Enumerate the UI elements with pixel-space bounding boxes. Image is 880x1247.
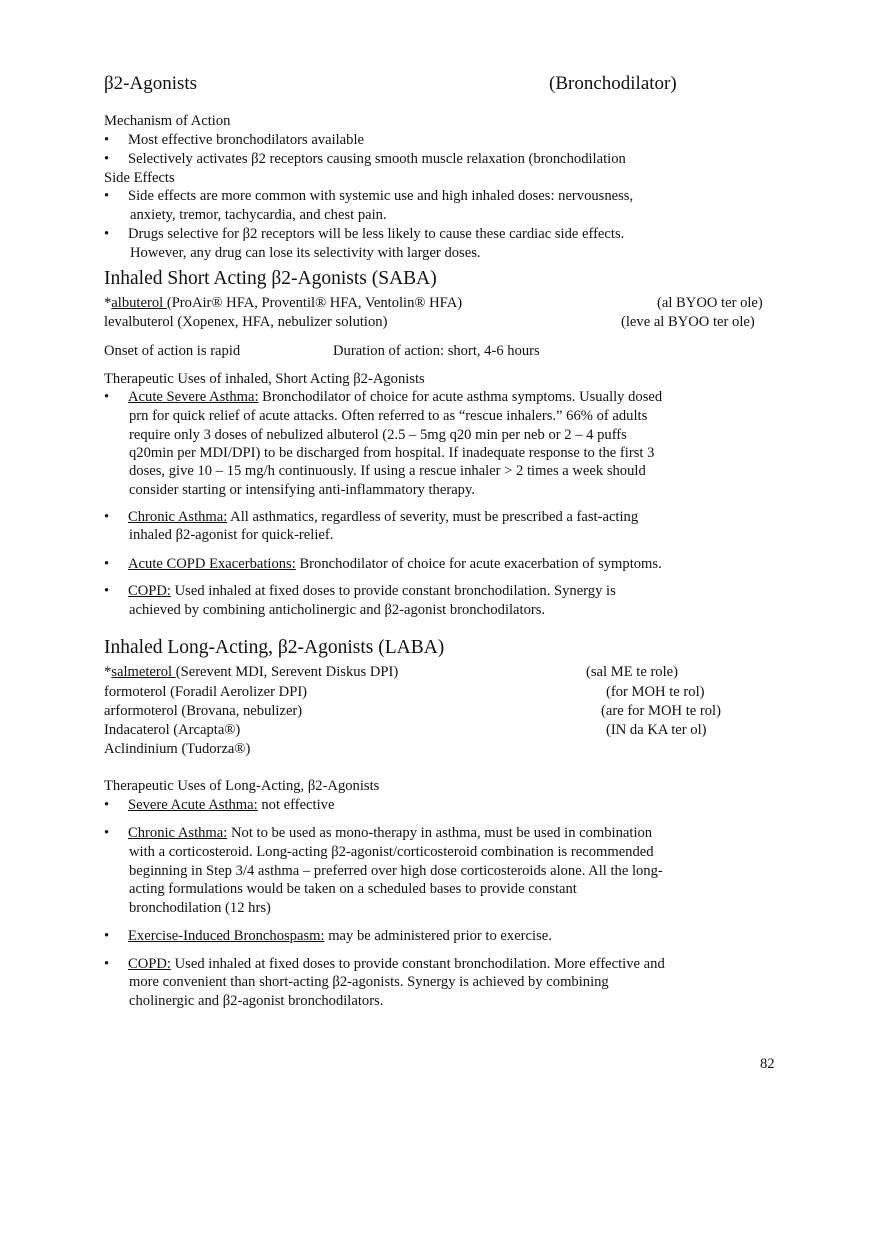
drug-name: levalbuterol [104, 314, 178, 330]
list-item-continuation: However, any drug can lose its selectivity with larger doses. [130, 245, 481, 261]
onset-text: Onset of action is rapid [104, 343, 241, 359]
drug-name: Aclindinium [104, 741, 182, 757]
drug-name: arformoterol [104, 703, 182, 719]
page-title: β2-Agonists [104, 73, 198, 94]
drug-class-label: (Bronchodilator) [549, 73, 677, 94]
list-item-continuation: more convenient than short-acting β2-agonists. Synergy is achieved by combining [129, 974, 609, 990]
document-page: β2-Agonists (Bronchodilator) Mechanism of Action • Most effective bronchodilators available • Selectively activates β2 receptors causing smooth muscle relaxation (bronchodilation Side Effects • Side effects are more common with systemic use and high inhaled doses: nervousness, anxiety, tremor, tachycardia, and chest pain. • Drugs selective for β2 receptors will be less likely to cause these cardiac side effects. However, any drug can lose its selectivity with larger doses. Inhaled Short Acting β2-Agonists (SABA) *albuterol (ProAir® HFA, Proventil® HFA, Ventolin® HFA) (al BYOO ter ole) levalbuterol (Xopenex, HFA, nebulizer solution) (leve al BYOO ter ole) Onset of action is rapid Duration of action: short, 4-6 hours Therapeutic Uses of inhaled, Short Acting β2-Agonists • Acute Severe Asthma: Bronchodilator of choice for acute asthma symptoms. Usually dosed prn for quick relief of acute attacks. Often referred to as “rescue inhalers.” 66% of adults require only 3 doses of nebulized albuterol (2.5 – 5mg q20 min per neb or 2 – 4 puffs q20min per MDI/DPI) to be discharged from hospital. If inadequate response to the first 3 doses, give 10 – 15 mg/h continuously. If using a rescue inhaler > 2 times a week should consider starting or intensifying anti-inflammatory therapy. • Chronic Asthma: All asthmatics, regardless of severity, must be prescribed a fast-acting inhaled β2-agonist for quick-relief. • Acute COPD Exacerbations: Bronchodilator of choice for acute exacerbation of symptoms. • COPD: Used inhaled at fixed doses to provide constant bronchodilation. Synergy is achieved by combining anticholinergic and β2-agonist bronchodilators. Inhaled Long-Acting, β2-Agonists (LABA) *salmeterol (Serevent MDI, Serevent Diskus DPI) (sal ME te role) formoterol (Foradil Aerolizer DPI) (for MOH te rol) arformoterol (Brovana, nebulizer) (are for MOH te rol) Indacaterol (Arcapta®) (IN da KA ter ol) Aclindinium (Tudorza®) Therapeutic Uses of Long-Acting, β2-Agonists • Severe Acute Asthma: not effective • Chronic Asthma: Not to be used as mono-therapy in asthma, must be used in combination with a corticosteroid. Long-acting β2-agonist/corticosteroid combination is recommended beginning in Step 3/4 asthma – preferred over high dose corticosteroids alone. All the long- acting formulations would be taken on a scheduled bases to provide constant bronchodilation (12 hrs) • Exercise-Induced Bronchospasm: may be administered prior to exercise. • COPD: Used inhaled at fixed doses to provide constant bronchodilation. More effective and more convenient than short-acting β2-agonists. Synergy is achieved by combining cholinergic and β2-agonist bronchodilators. 82 [104, 73, 775, 1072]
list-item-continuation: prn for quick relief of acute attacks. Often referred to as “rescue inhalers.” 66% of adults [129, 408, 648, 424]
drug-name: Indacaterol [104, 722, 174, 738]
drug-name: salmeterol [111, 664, 176, 680]
list-item-continuation: cholinergic and β2-agonist bronchodilators. [129, 993, 384, 1009]
list-item-continuation: q20min per MDI/DPI) to be discharged from hospital. If inadequate response to the first 3 [129, 445, 655, 461]
page-number: 82 [760, 1056, 775, 1072]
drug-name: albuterol [111, 295, 167, 311]
saba-heading: Inhaled Short Acting β2-Agonists (SABA) [104, 268, 437, 289]
drug-name: formoterol [104, 684, 171, 700]
list-item-continuation: achieved by combining anticholinergic and β2-agonist bronchodilators. [129, 602, 546, 618]
pronunciation: (IN da KA ter ol) [606, 722, 707, 738]
list-item-continuation: bronchodilation (12 hrs) [129, 900, 271, 916]
list-item-continuation: doses, give 10 – 15 mg/h continuously. If using a rescue inhaler > 2 times a week should [129, 463, 646, 479]
pronunciation: (al BYOO ter ole) [657, 295, 763, 311]
pronunciation: (sal ME te role) [586, 664, 678, 680]
saba-uses-heading: Therapeutic Uses of inhaled, Short Acting β2-Agonists [104, 371, 425, 387]
pronunciation: (are for MOH te rol) [601, 703, 721, 719]
list-item-continuation: require only 3 doses of nebulized albuterol (2.5 – 5mg q20 min per neb or 2 – 4 puffs [129, 427, 627, 443]
side-effects-heading: Side Effects [104, 170, 175, 186]
laba-uses-heading: Therapeutic Uses of Long-Acting, β2-Agonists [104, 778, 380, 794]
list-item-continuation: acting formulations would be taken on a scheduled bases to provide constant [129, 881, 577, 897]
laba-heading: Inhaled Long-Acting, β2-Agonists (LABA) [104, 637, 445, 658]
list-item-continuation: anxiety, tremor, tachycardia, and chest pain. [130, 207, 387, 223]
list-item-continuation: consider starting or intensifying anti-inflammatory therapy. [129, 482, 475, 498]
list-item-continuation: inhaled β2-agonist for quick-relief. [129, 527, 334, 543]
duration-text: Duration of action: short, 4-6 hours [333, 343, 540, 359]
pronunciation: (for MOH te rol) [606, 684, 705, 700]
mechanism-heading: Mechanism of Action [104, 113, 231, 129]
list-item-continuation: with a corticosteroid. Long-acting β2-agonist/corticosteroid combination is recommended [129, 844, 654, 860]
list-item-continuation: beginning in Step 3/4 asthma – preferred over high dose corticosteroids alone. All the long- [129, 863, 663, 879]
pronunciation: (leve al BYOO ter ole) [621, 314, 755, 330]
